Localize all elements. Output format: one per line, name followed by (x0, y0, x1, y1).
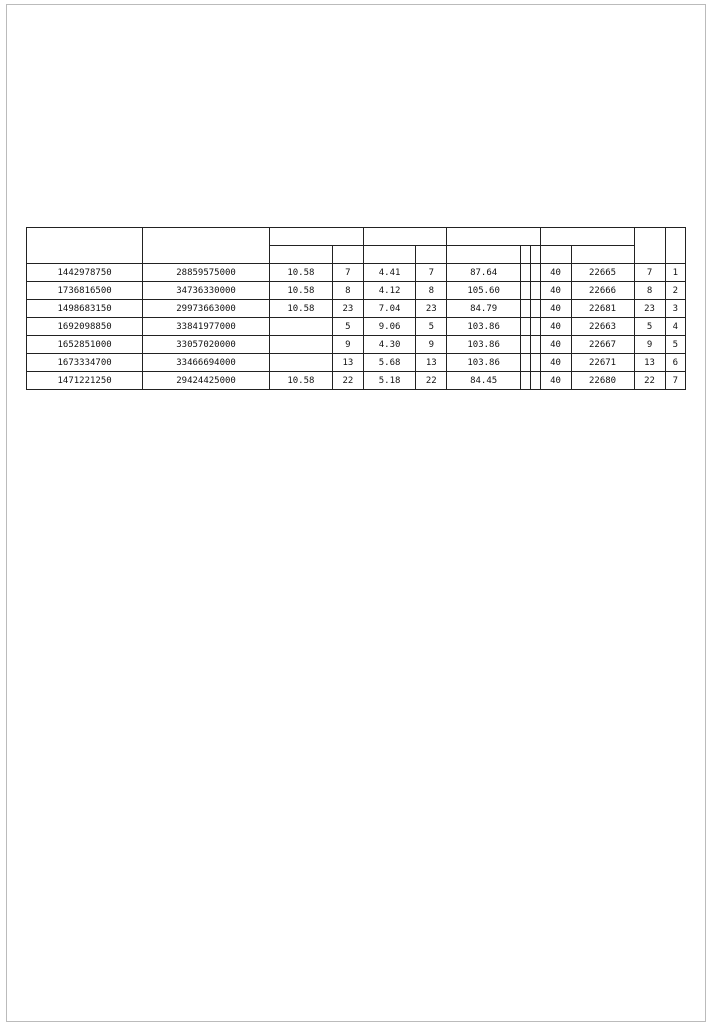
table-cell-floor (530, 354, 540, 372)
table-cell-sub: 22680 (571, 372, 634, 390)
table-cell-sno: 9 (416, 336, 447, 354)
table-cell-sno: 23 (416, 300, 447, 318)
table-cell-u: 8 (634, 282, 665, 300)
table-cell-geo (520, 336, 530, 354)
col-storage-area (363, 246, 415, 264)
table-cell-u: 7 (634, 264, 665, 282)
table-cell-geo (520, 372, 530, 390)
conditions-right (361, 396, 695, 736)
table-cell-main: 40 (540, 354, 571, 372)
table-cell-sarea: 9.06 (363, 318, 415, 336)
table-cell-sarea: 4.30 (363, 336, 415, 354)
table-cell-main: 40 (540, 282, 571, 300)
col-geo (520, 246, 530, 264)
table-cell-area: 105.60 (447, 282, 521, 300)
table-cell-r: 4 (665, 318, 685, 336)
table-cell-geo (520, 300, 530, 318)
table-cell-price: 33466694000 (143, 354, 270, 372)
table-cell-r: 5 (665, 336, 685, 354)
table-cell-area: 103.86 (447, 336, 521, 354)
table-cell-sub: 22671 (571, 354, 634, 372)
properties-table-body (27, 264, 686, 390)
table-cell-sarea: 4.41 (363, 264, 415, 282)
table-cell-floor (530, 318, 540, 336)
table-cell-parea: 10.58 (269, 372, 332, 390)
table-cell-area: 84.45 (447, 372, 521, 390)
table-cell-area: 103.86 (447, 354, 521, 372)
table-cell-geo (520, 354, 530, 372)
table-cell-u: 5 (634, 318, 665, 336)
table-cell-pno: 7 (332, 264, 363, 282)
table-cell-dep: 1652851000 (27, 336, 143, 354)
table-cell-dep: 1736816500 (27, 282, 143, 300)
table-cell-sub: 22665 (571, 264, 634, 282)
table-cell-u: 23 (634, 300, 665, 318)
table-cell-pno: 23 (332, 300, 363, 318)
table-row (27, 264, 686, 282)
table-cell-dep: 1673334700 (27, 354, 143, 372)
table-cell-u: 22 (634, 372, 665, 390)
col-floor (530, 246, 540, 264)
table-cell-dep: 1498683150 (27, 300, 143, 318)
table-cell-parea (269, 318, 332, 336)
notes-paragraph (17, 171, 695, 223)
table-cell-main: 40 (540, 300, 571, 318)
table-cell-r: 3 (665, 300, 685, 318)
table-cell-sub: 22667 (571, 336, 634, 354)
table-cell-sub: 22663 (571, 318, 634, 336)
table-row (27, 372, 686, 390)
table-cell-parea (269, 336, 332, 354)
table-cell-pno: 5 (332, 318, 363, 336)
table-cell-price: 34736330000 (143, 282, 270, 300)
table-cell-sno: 22 (416, 372, 447, 390)
table-cell-main: 40 (540, 372, 571, 390)
table-cell-sub: 22666 (571, 282, 634, 300)
table-cell-parea: 10.58 (269, 264, 332, 282)
col-storage (363, 228, 446, 246)
notice-title (13, 9, 699, 65)
table-cell-pno: 22 (332, 372, 363, 390)
table-cell-price: 28859575000 (143, 264, 270, 282)
properties-table (26, 227, 686, 390)
auction-notice (6, 4, 706, 1022)
table-cell-floor (530, 372, 540, 390)
table-cell-floor (530, 264, 540, 282)
col-storage-no (416, 246, 447, 264)
table-cell-parea (269, 354, 332, 372)
table-row (27, 354, 686, 372)
table-cell-area: 87.64 (447, 264, 521, 282)
col-plate-sub (571, 246, 634, 264)
table-cell-r: 1 (665, 264, 685, 282)
col-deposit (27, 228, 143, 264)
table-cell-sno: 8 (416, 282, 447, 300)
table-cell-parea: 10.58 (269, 282, 332, 300)
table-cell-price: 33057020000 (143, 336, 270, 354)
table-cell-sarea: 5.68 (363, 354, 415, 372)
table-cell-r: 6 (665, 354, 685, 372)
table-cell-sarea: 7.04 (363, 300, 415, 318)
col-row-no (665, 228, 685, 264)
table-cell-dep: 1471221250 (27, 372, 143, 390)
col-plate-main (540, 246, 571, 264)
table-cell-u: 13 (634, 354, 665, 372)
table-cell-parea: 10.58 (269, 300, 332, 318)
table-cell-sno: 5 (416, 318, 447, 336)
table-cell-geo (520, 264, 530, 282)
table-cell-r: 7 (665, 372, 685, 390)
table-cell-floor (530, 282, 540, 300)
table-cell-pno: 9 (332, 336, 363, 354)
table-cell-sno: 7 (416, 264, 447, 282)
table-cell-u: 9 (634, 336, 665, 354)
table-cell-geo (520, 282, 530, 300)
table-cell-sarea: 5.18 (363, 372, 415, 390)
table-cell-sno: 13 (416, 354, 447, 372)
table-cell-price: 29973663000 (143, 300, 270, 318)
conditions-columns (17, 396, 695, 736)
table-row (27, 300, 686, 318)
table-row (27, 282, 686, 300)
intro-paragraph (17, 67, 695, 167)
table-cell-floor (530, 336, 540, 354)
col-plate (540, 228, 634, 246)
col-area (447, 246, 521, 264)
table-cell-main: 40 (540, 264, 571, 282)
col-parking-no (332, 246, 363, 264)
table-cell-dep: 1442978750 (27, 264, 143, 282)
table-cell-sub: 22681 (571, 300, 634, 318)
table-cell-area: 84.79 (447, 300, 521, 318)
conditions-left (17, 396, 351, 736)
col-price (143, 228, 270, 264)
table-cell-price: 33841977000 (143, 318, 270, 336)
table-cell-main: 40 (540, 318, 571, 336)
col-parking-area (269, 246, 332, 264)
table-row (27, 318, 686, 336)
table-cell-dep: 1692098850 (27, 318, 143, 336)
table-cell-main: 40 (540, 336, 571, 354)
col-location (447, 228, 540, 246)
table-cell-pno: 13 (332, 354, 363, 372)
col-parking (269, 228, 363, 246)
table-cell-geo (520, 318, 530, 336)
table-cell-sarea: 4.12 (363, 282, 415, 300)
table-cell-pno: 8 (332, 282, 363, 300)
table-cell-r: 2 (665, 282, 685, 300)
table-row (27, 336, 686, 354)
col-unit (634, 228, 665, 264)
table-cell-price: 29424425000 (143, 372, 270, 390)
table-cell-area: 103.86 (447, 318, 521, 336)
table-cell-floor (530, 300, 540, 318)
